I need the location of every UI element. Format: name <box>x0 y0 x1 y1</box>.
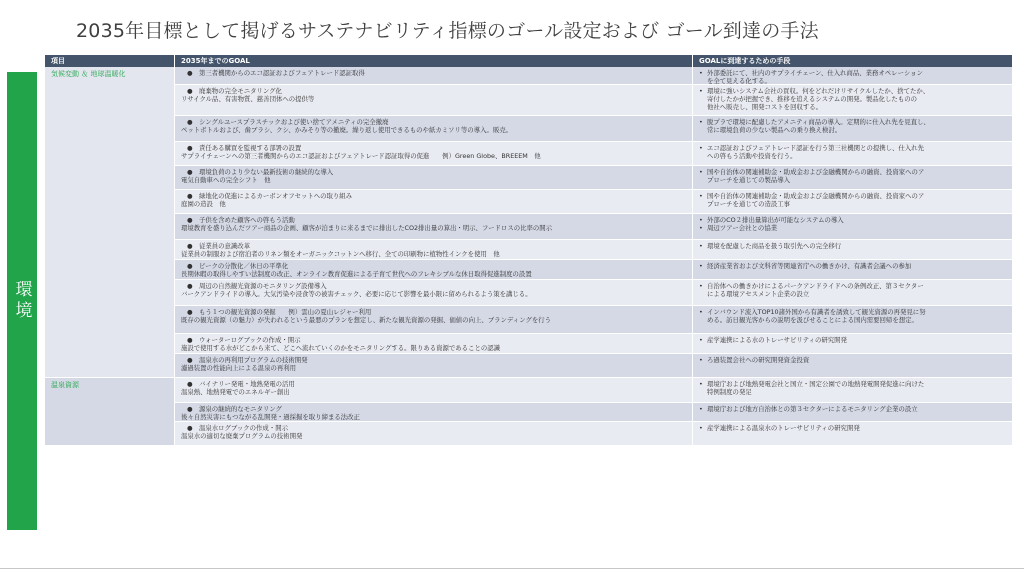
goal-detail: 濾過装置の性能向上による温泉の再利用 <box>181 364 297 372</box>
means-cell <box>693 190 1013 214</box>
means-cell <box>693 306 1013 334</box>
goal-heading: ● 温泉水の再利用プログラムの技術開発 <box>187 356 308 364</box>
goal-detail: リサイクル品、有害物質、慈善団体への提供等 <box>181 95 315 103</box>
goal-cell <box>175 378 693 403</box>
means-text: 特例制度の発足 <box>707 388 752 396</box>
goal-detail: 長期休暇の取得しやすい法制度の改正、オンライン教育促進による子育て世代へのフレキシブルな休日取得促進制度の設置 <box>181 270 532 278</box>
sustainability-table <box>45 55 1013 446</box>
means-text: • 環境庁および地熱発電会社と国立・国定公園での地熱発電開発促進に向けた <box>699 380 1008 388</box>
goal-heading: ● 責任ある購買を監視する部署の設置 <box>187 144 302 152</box>
means-text: • ろ過装置会社への研究開発資金投資 <box>699 356 1008 364</box>
means-text: • 脱プラで環境に配慮したアメニティ商品の導入。定期的に仕入れ先を見直し、 <box>699 118 1008 126</box>
means-cell <box>693 260 1013 280</box>
goal-cell <box>175 142 693 166</box>
means-text: による環境アセスメント企業の設立 <box>707 290 810 298</box>
means-cell <box>693 142 1013 166</box>
goal-detail: サプライチェーンへの第三者機関からのエコ認証およびフェアトレード認証取得の促進 例）Green Globe、BREEEM 他 <box>181 152 541 160</box>
means-cell <box>693 334 1013 354</box>
goal-detail: 庭園の造設 他 <box>181 200 226 208</box>
section-label-environment <box>7 72 37 530</box>
means-cell <box>693 354 1013 378</box>
goal-heading: ● 周辺の自然観光資源のモニタリング設備導入 <box>187 282 327 290</box>
goal-heading: ● ピークの分散化／休日の平準化 <box>187 262 289 270</box>
means-text: • 経済産業省および文科省等関連省庁への働きかけ、有識者会議への参加 <box>699 262 1008 270</box>
goal-detail: 後々自然災害にもつながる乱開発・過採掘を取り締まる法改正 <box>181 413 360 421</box>
means-cell <box>693 378 1013 403</box>
header-item: 項目 <box>45 55 175 67</box>
goal-heading: ● バイナリー発電・地熱発電の活用 <box>187 380 295 388</box>
means-cell <box>693 166 1013 190</box>
means-text: プローチを通じての造設工事 <box>707 200 791 208</box>
goal-detail: 既存の観光資源（の魅力）が失われるという最悪のプランを想定し、新たな観光資源の発掘、価値の向上、ブランディングを行う <box>181 316 552 324</box>
goal-cell <box>175 280 693 306</box>
goal-cell <box>175 190 693 214</box>
means-text: • 産学連携による水のトレーサビリティの研究開発 <box>699 336 1008 344</box>
goal-heading: ● 温泉水ログブックの作成・開示 <box>187 424 288 432</box>
goal-cell <box>175 116 693 142</box>
goal-detail: 従業員の制服および宿泊者のリネン類をオーガニックコットンへ移行、全ての印刷物に植物性インクを使用 他 <box>181 250 500 258</box>
means-text: • 周辺ツアー会社との協業 <box>699 224 1008 232</box>
goal-heading: ● 緑地化の促進によるカーボンオフセットへの取り組み <box>187 192 353 200</box>
header-means: GOALに到達するための手段 <box>693 55 1013 67</box>
means-text: への啓もう活動や投資を行う。 <box>707 152 797 160</box>
means-text: • 国や自治体の関連補助金・助成金および金融機関からの融資、投資家へのア <box>699 192 1008 200</box>
means-text: • 国や自治体の関連補助金・助成金および金融機関からの融資、投資家へのア <box>699 168 1008 176</box>
goal-cell <box>175 306 693 334</box>
goal-heading: ● ウォーターログブックの作成・開示 <box>187 336 301 344</box>
goal-cell <box>175 166 693 190</box>
goal-cell <box>175 334 693 354</box>
goal-cell <box>175 403 693 422</box>
goal-detail: 施設で使用する水がどこから来て、どこへ流れていくのかをモニタリングする。限りある資源であることの認識 <box>181 344 501 352</box>
means-cell <box>693 280 1013 306</box>
means-text: プローチを通じての製品導入 <box>707 176 791 184</box>
means-cell <box>693 116 1013 142</box>
means-text: • 環境を配慮した商品を扱う取引先への完全移行 <box>699 242 1008 250</box>
means-text: • 環境庁および地方自治体との第３セクターによるモニタリング企業の設立 <box>699 405 1008 413</box>
means-text: める。訪日観光客からの説明を汲びせることによる国内需要回帰を想定。 <box>707 316 918 324</box>
goal-heading: ● 環境負荷のより少ない最新技術の継続的な導入 <box>187 168 334 176</box>
goal-heading: ● もう１つの観光資源の発掘 例）雲山の夏山レジャー利用 <box>187 308 372 316</box>
means-cell <box>693 403 1013 422</box>
means-text: 寄付したかが把握でき、推移を追えるシステムの開発。製品化したものの <box>707 95 917 103</box>
means-text: 他社へ販売し、開発コストを回収する。 <box>707 103 823 111</box>
goal-cell <box>175 240 693 260</box>
goal-detail: ペットボトルおよび、歯ブラシ、クシ、かみそり等の撤廃。繰り返し使用できるものや紙カミソリ等の導入。販売。 <box>181 126 513 134</box>
goal-cell <box>175 67 693 85</box>
category-hot-spring: 温泉資源 <box>45 378 175 446</box>
means-cell <box>693 67 1013 85</box>
means-cell <box>693 422 1013 446</box>
bottom-divider <box>0 568 1024 569</box>
means-text: • インバウンド流入TOP10諸外国から有識者を誘致して観光資源の再発見に努 <box>699 308 1008 316</box>
goal-cell <box>175 422 693 446</box>
goal-detail: 温泉水の適切な廃棄プログラムの技術開発 <box>181 432 303 440</box>
means-text: • 産学連携による温泉水のトレーサビリティの研究開発 <box>699 424 1008 432</box>
header-goal: 2035年までのGOAL <box>175 55 693 67</box>
goal-heading: ● 廃棄物の完全モニタリング化 <box>187 87 282 95</box>
means-text: • 外部委託にて、社内のサプライチェーン、仕入れ商品、業務オペレーション <box>699 69 1008 77</box>
goal-detail: 温泉熱、地熱発電でのエネルギー創出 <box>181 388 290 396</box>
means-text: • エコ認証およびフェアトレード認証を行う第三社機関との提携し、仕入れ先 <box>699 144 1008 152</box>
means-text: • 自治体への働きかけによるパークアンドライドへの条例改正、第３セクター <box>699 282 1008 290</box>
means-cell <box>693 85 1013 116</box>
means-cell <box>693 214 1013 240</box>
page-title: 2035年目標として掲げるサステナビリティ指標のゴール設定および ゴール到達の手法 <box>76 20 819 42</box>
means-text: • 外部のCO２排出量算出が可能なシステムの導入 <box>699 216 1008 224</box>
goal-heading: ● シングルユースプラスチックおよび使い捨てアメニティの完全撤廃 <box>187 118 389 126</box>
means-text: を全て見える化する。 <box>707 77 771 85</box>
means-text: • 環境に強いシステム会社の買収。何をどれだけリサイクルしたか、捨てたか、 <box>699 87 1008 95</box>
goal-heading: ● 従業員の意識改革 <box>187 242 251 250</box>
goal-heading: ● 源泉の継続的なモニタリング <box>187 405 282 413</box>
section-label-text: 環境 <box>11 280 32 322</box>
category-climate: 気候変動 ＆ 地球温暖化 <box>45 67 175 378</box>
goal-cell <box>175 260 693 280</box>
goal-heading: ● 子供を含めた顧客への啓もう活動 <box>187 216 295 224</box>
goal-cell <box>175 85 693 116</box>
goal-detail: 環境教育を盛り込んだツアー商品の企画、顧客が泊まりに来るまでに排出したCO2排出量の算出・明示、フードロスの比率の開示 <box>181 224 553 232</box>
means-cell <box>693 240 1013 260</box>
goal-cell <box>175 354 693 378</box>
means-text: 常に環境負荷の少ない製品への乗り換え検討。 <box>707 126 842 134</box>
goal-heading: ● 第三者機関からのエコ認証およびフェアトレード認証取得 <box>187 69 365 77</box>
goal-cell <box>175 214 693 240</box>
goal-detail: 電気自動車への完全シフト 他 <box>181 176 271 184</box>
goal-detail: バークアンドライドの導入。大気汚染や浸食等の被害チェック、必要に応じて影響を最小限に留められるよう策を講じる。 <box>181 290 532 298</box>
